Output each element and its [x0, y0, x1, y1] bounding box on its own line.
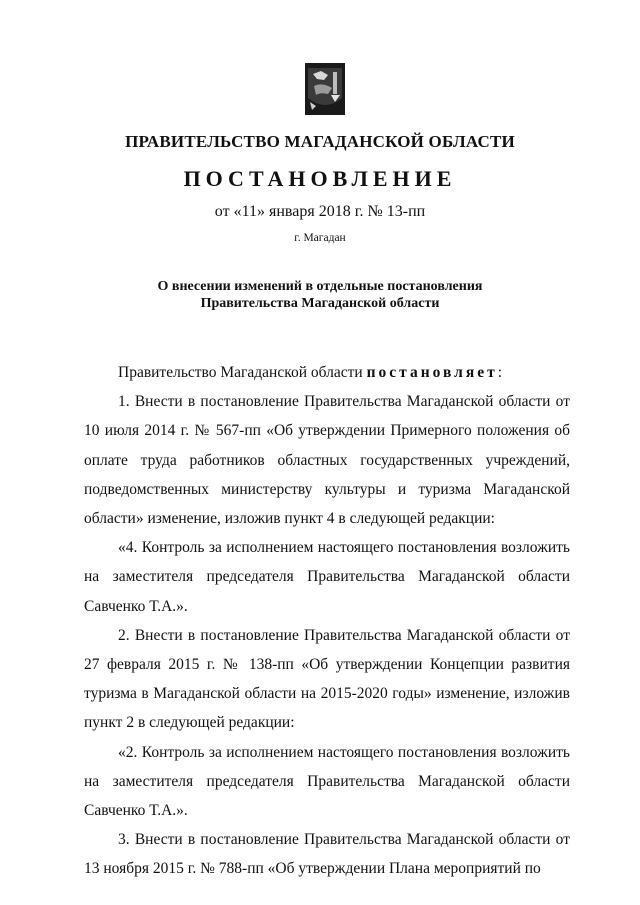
magadan-coat-of-arms-icon: [304, 62, 346, 116]
paragraph: «4. Контроль за исполнением настоящего постановления возложить на заместителя председателя Правительства Магаданской области Савченко Т.А.».: [84, 539, 570, 615]
document-date-number: от «11» января 2018 г. № 13-пп: [214, 203, 426, 220]
preamble-verb: постановляет: [366, 364, 498, 381]
subject-line: Правительства Магаданской области: [200, 296, 440, 311]
paragraph: 3. Внести в постановление Правительства Магаданской области от 13 ноября 2015 г. № 788-пп «Об утверждении Плана мероприятий по: [84, 831, 570, 878]
document-body: [84, 358, 570, 884]
preamble-colon: :: [497, 364, 503, 381]
document-subject: [0, 278, 640, 312]
organization-title: ПРАВИТЕЛЬСТВО МАГАДАНСКОЙ ОБЛАСТИ: [125, 132, 515, 151]
paragraph: 1. Внести в постановление Правительства Магаданской области от 10 июля 2014 г. № 567-пп «Об утверждении Примерного положения об оплате труда работников областных государственных учреждений, подведомственных министерству культуры и туризма Магаданской области» изменение, изложив пункт 4 в следующей редакции:: [84, 393, 570, 528]
document-type: ПОСТАНОВЛЕНИЕ: [183, 166, 457, 191]
preamble-text: Правительство Магаданской области: [118, 364, 367, 381]
paragraph: 2. Внести в постановление Правительства Магаданской области от 27 февраля 2015 г. № 138-пп «Об утверждении Концепции развития туризма в Магаданской области на 2015-2020 годы» изменение, изложив пункт 2 в следующей редакции:: [84, 626, 570, 732]
subject-line: О внесении изменений в отдельные постановления: [157, 279, 483, 294]
paragraph: «2. Контроль за исполнением настоящего постановления возложить на заместителя председателя Правительства Магаданской области Савченко Т.А.».: [84, 743, 570, 820]
preamble: [84, 358, 570, 387]
document-city: г. Магадан: [294, 232, 346, 244]
